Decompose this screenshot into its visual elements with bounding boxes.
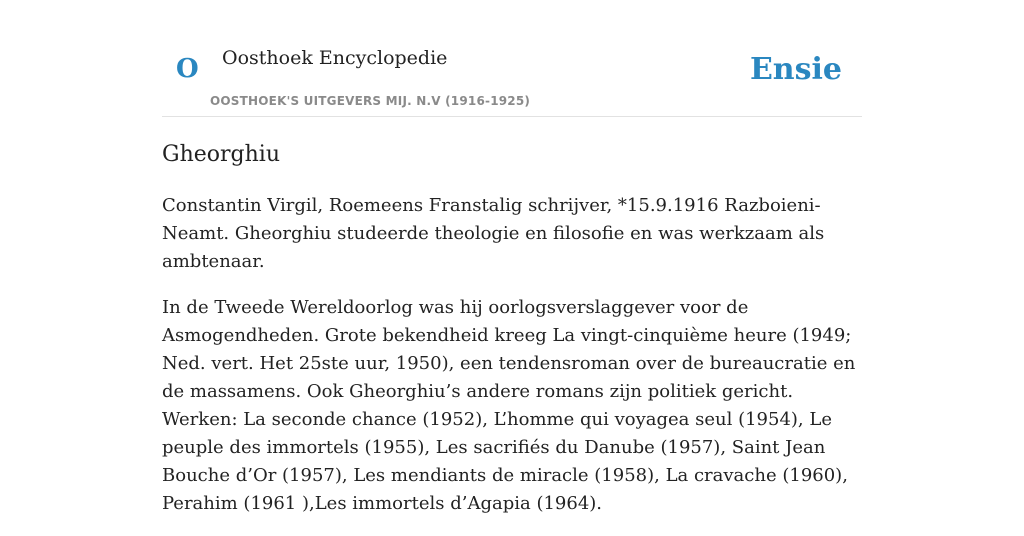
publisher-subtitle: OOSTHOEK'S UITGEVERS MIJ. N.V (1916-1925)	[210, 94, 531, 108]
page	[162, 0, 862, 514]
site-header	[162, 0, 862, 117]
article-paragraph-2: In de Tweede Wereldoorlog was hij oorlogsverslaggever voor de Asmogendheden. Grote bekendheid kreeg La vingt-cinquième heure (1949; Ned. vert. Het 25ste uur, 1950), een tendensroman over de bureaucratie en de massamens. Ook Gheorghiu’s andere romans zijn politiek gericht. Werken: La seconde chance (1952), L’homme qui voyagea seul (1954), Le peuple des immortels (1955), Les sacrifiés du Danube (1957), Saint Jean Bouche d’Or (1957), Les mendiants de miracle (1958), La cravache (1960), Perahim (1961 ),Les immortels d’Agapia (1964).	[162, 297, 856, 514]
site-title-link[interactable]: Oosthoek Encyclopedie	[222, 47, 448, 69]
article-body	[162, 192, 862, 536]
oosthoek-logo-link[interactable]: O	[176, 54, 199, 84]
ensie-brand-link[interactable]: Ensie	[749, 52, 842, 87]
article-title: Gheorghiu	[162, 142, 280, 167]
article-paragraph-1: Constantin Virgil, Roemeens Franstalig schrijver, *15.9.1916 Razboieni-Neamt. Gheorghiu studeerde theologie en filosofie en was werkzaam als ambtenaar.	[162, 195, 825, 272]
